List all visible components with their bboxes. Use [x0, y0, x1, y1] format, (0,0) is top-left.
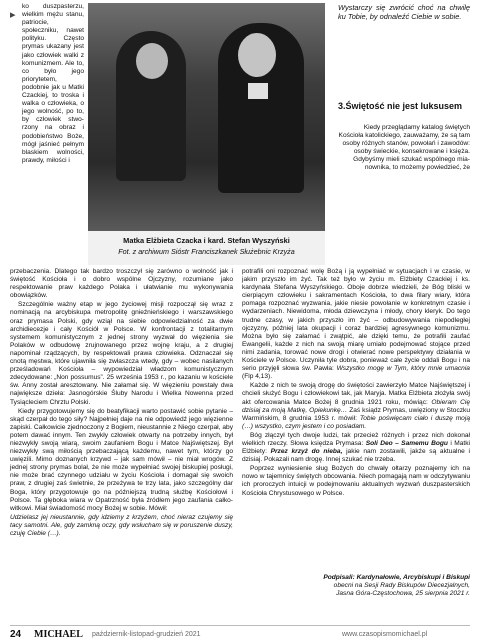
right-column-text [338, 124, 470, 174]
section-heading: 3.Świętość nie jest luksusem [338, 101, 463, 111]
paragraph: Każde z nich te swoją drogę do świętości zawierzyło Matce Najświętszej i chcieli służyć Bogu i człowiekowi tak, jak Maryja. Matka Elżbieta złożyła swój akt ofercowania Matce Bożej 8 grudnia 1921 roku, mówiąc: [242, 382, 470, 406]
paragraph: Kiedy przygotowujemy się do beatyfikacji warto postawić sobie pytanie – skąd czerpał do tego siły? Najpełniej daje na nie odpowiedź jego więzienne zapiski. Całkowicie zjednoczony z Bogiem, nieustannie z Niego czerpał, aby potem dawać innym. Ten zwykły człowiek otwarty na potrzeby innych, był niezwykły swoją wiarą, swoim zaufaniem Bogu i Matce Najświętszej. Był niezwykły swą miłością przebaczającą każdemu, nawet tym, którzy go uwięzili. Mimo doznanych krzywd – jak sam mówił – nie miał wrogów. Z jednej strony prymas bolał, że nie może wypełniać swojej biskupiej posługi, nie może brać czynnego udziału w życiu Kościoła i domagał się swoich praw, z drugiej zaś świetnie, że przeżywa te trzy lata, jako szczególny dar Boga, który przygotowuje go na późniejszą trudną służbę Kościołowi i Polsce. Ta głęboka wiara w Opatrzność była źródłem jego zaufania całkowitkowi. Miał świadomość mocy Bożej w sobie. Mówił: [10, 407, 233, 512]
middle-column [242, 268, 470, 499]
paragraph: Zaś ksiądz Prymas, uwięziony w Stoczku Warmińskim, 8 grudnia 1953 r. mówił: [242, 406, 470, 422]
historical-photo [88, 3, 325, 231]
right-top-column [338, 3, 470, 22]
footer-divider [10, 625, 470, 626]
quote: Obieram Cię dzisiaj za moją Matkę, Opiekunkę… [242, 398, 470, 414]
paragraph: jakie nam zostawili, jakże są aktualne i dzisiaj. Pokazali nam drogę. Innej szukać nie trzeba. [242, 448, 470, 464]
paragraph: potrafili oni rozpoznać wolę Bożą i ją wypełniać w sytuacjach i w czasie, w jakim przyszło im żyć. Tak też było w życiu m. Elżbiety Czackiej i ks. kardynała Stefana Wyszyńskiego. Oboje dobrze wiedzieli, że Bóg bliski w cierpiącym człowieku i sakramentach Kościoła, to dwa filary wiary, która pomaga rozpoznać wyzwania, jakie niesie powołanie w konkretnym czasie i wydarzeniach. Niewidoma, młoda dziewczyna i młody, chory kleryk. Do tego trudne czasy, w jakich przyszło im żyć – odbudowywania niepodległej ojczyzny, później lata okupacji i coraz bardziej agresywnego komunizmu. Można było się załamać i zwątpić, ale dzięki temu, że potrafili zaufać Ewangelii, każde z nich na swoją miarę umiało podejmować stojące przed nimi zadania, torować nowe drogi i otwierać nowe perspektywy działania w Kościele w Polsce. Uczyniła tyle dobra, ponieważ całe życie oddali Bogu i na serio przyjęli słowa św. Pawła: [242, 268, 470, 373]
magazine-logo: MICHAEL [34, 629, 83, 640]
left-main-column [10, 268, 233, 539]
photo-caption-title: Matka Elżbieta Czacka i kard. Stefan Wyszyński [123, 236, 290, 245]
issue-label: październik-listopad-grudzień 2021 [92, 631, 201, 638]
paragraph: ko duszpasterzu, wielkim mężu stanu, patriocie, społeczniku, nawet polityku. Często prymas ukazany jest jako człowiek walki z komunizmem. Ale to, co było jego priorytetem, podobnie jak u Matki Czackiej, to troska i walka o człowieka, o jego wolność, po to, by człowiek stworzony na obraz i podobieństwo Boże, mógł jaśnieć pełnym blaskiem wolności, prawdy, miłości i [22, 3, 84, 164]
signature-line: obecni na Sesji Rady Biskupów Diecezjalnych, [333, 582, 470, 590]
quote: Wystarczy się zwrócić choć na chwilę ku Tobie, by odnaleźć Ciebie w sobie. [338, 3, 470, 21]
paragraph: Poprzez wyniesienie sług Bożych do chwały ołtarzy poznajemy ich na nowo w tajemnicy świętych obcowania. Niech pomagają nam w odczytywaniu ich proroczych intuicji w podejmowaniu aktualnych wyzwań duszpasterskich Kościoła Chrystusowego w Polsce. [242, 465, 470, 497]
page-number: 24 [10, 629, 22, 640]
quote: Udzielasz jej nieustannie, gdy idziemy z krzyżem, choć nieraz czujemy się tacy samotni. Ale, gdy zamkną oczy, gdy wsłucham się w poruszenie duszy, czuję Ciebie (…). [10, 513, 233, 537]
signature-line: Jasna Góra-Częstochowa, 25 sierpnia 2021 r. [336, 590, 470, 598]
paragraph: i Matki Elżbiety: [242, 439, 470, 456]
website-link[interactable]: www.czasopismomichael.pl [342, 631, 428, 638]
signature-block [240, 574, 470, 598]
photo-caption-source: Fot. z archiwum Sióstr Franciszkanek Służebnic Krzyża [118, 247, 295, 256]
paragraph: Szczególnie ważny etap w jego życiowej misji rozpoczął się wraz z nominacją na arcybiskupa metropolitę gnieźnieńskiego i warszawskiego oraz prymasa Polski, gdy wziął na siebie odpowiedzialność za dwie archidiecezje i cały Kościół w Polsce. W konfrontacji z totalitarnym systemem komunistycznym z jednej strony wyzwał do więzienia sie Polaków w odbudowę zrujnowanego przez wojnę kraju, a z drugiej napominał rządzących, by respektowali prawa człowieka. Odznaczał się cnotą męstwa, które ujawniła się zwłaszcza wtedy, gdy – wobec nasilanych prześladowań Kościoła – wypowiedział władzom komunistycznym zdecydowane: „Non possumus”. 25 września 1953 r., po kazaniu w kościele św. Anny został aresztowany. Nie załamał się. W więzieniu powstały dwa największe dzieła: Jasnogórskie Śluby Narodu i Wielka Nowenna przed Tysiącleciem Chrztu Polski. [10, 301, 233, 406]
paragraph: przebaczenia. Dlatego tak bardzo troszczył się zarówno o wolność jak i świętość Kościoła i o dobro wspólne Ojczyzny, rozumiane jako respektowanie praw każdego Polaka i ułatwianie mu wykonywania obowiązków. [10, 268, 233, 300]
triangle-right-icon: ▸ [10, 9, 16, 21]
motto: Soli Deo – Samemu Bogu [365, 439, 448, 447]
paragraph: Kiedy przeglądamy katalog świętych Kościoła katolickiego, zauważamy, że są tam osoby różnych stanów, powołań i zawodów: osoby świeckie, konsekrowane i księża. Gdybyśmy mieli szukać wspólnego mianownika, to możemy powiedzieć, że [338, 124, 470, 172]
quote: Wszystko mogę w Tym, który mnie umacnia [336, 365, 470, 373]
quote: Tobie poświęcam ciało i duszę moją (…) wszystko, czym jestem i co posiadam. [242, 414, 470, 430]
signature-title: Podpisali: Kardynałowie, Arcybiskupi i Biskupi [323, 574, 470, 581]
reference: (Flp 4,13). [242, 373, 273, 381]
left-top-column [22, 3, 84, 166]
motto: Przez krzyż do nieba, [270, 448, 343, 456]
paragraph: Bóg złączył tych dwoje ludzi, tak przecież różnych i przez nich dokonał wielkich rzeczy. Słowa księdza Prymasa: [242, 431, 470, 447]
